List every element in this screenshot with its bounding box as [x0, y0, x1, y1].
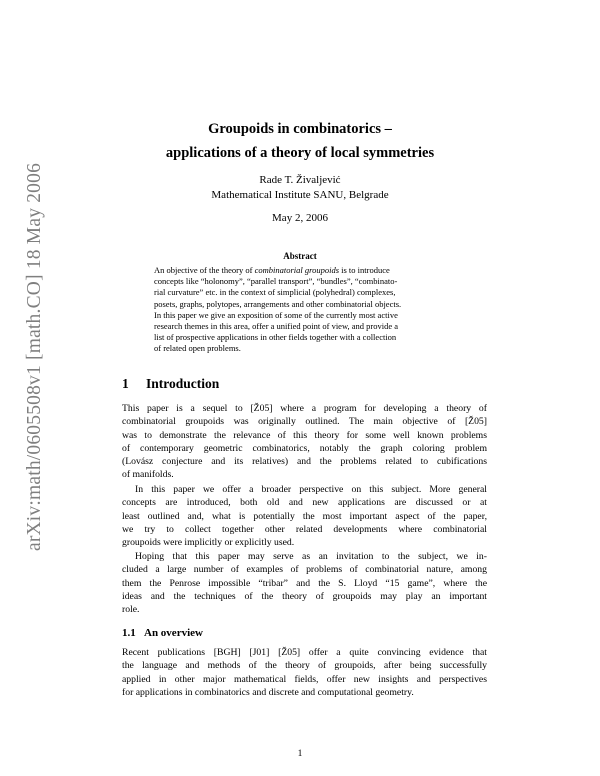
paper-title-line-2: applications of a theory of local symmetries [165, 145, 435, 161]
paragraph-line: combinatorial groupoids was originally outlined. The main objective of [Ž05] [122, 416, 487, 428]
section-heading-introduction [122, 376, 219, 392]
abstract-line: In this paper we give an exposition of some of the currently most active [154, 309, 398, 320]
overview-paragraph [122, 646, 487, 699]
paragraph-line: Hoping that this paper may serve as an invitation to the subject, we in- [135, 551, 487, 562]
section-title: Introduction [146, 376, 220, 391]
abstract-line: of related open problems. [154, 343, 241, 354]
paragraph-line: role. [122, 604, 140, 616]
abstract-line: An objective of the theory of combinatorial groupoids is to introduce [154, 265, 390, 275]
subsection-heading-overview [122, 627, 203, 639]
paper-date: May 2, 2006 [272, 212, 328, 224]
intro-paragraph-3 [122, 550, 487, 616]
intro-paragraph-1 [122, 402, 487, 482]
intro-paragraph-2 [122, 483, 487, 549]
paragraph-line: of manifolds. [122, 469, 174, 481]
abstract-line: concepts like “holonomy”, “parallel transport”, “bundles”, “combinato- [154, 276, 398, 287]
paragraph-line: Recent publications [BGH] [J01] [Ž05] offer a quite convincing evidence that [122, 647, 487, 658]
abstract-line: posets, graphs, polytopes, arrangements and other combinatorial objects. [154, 298, 402, 309]
paragraph-line: the language and methods of the theory of groupoids, after being successfully [122, 660, 487, 672]
paper-title-line-1: Groupoids in combinatorics – [208, 121, 392, 137]
paragraph-line: groupoids were implicitly or explicitly used. [122, 537, 295, 549]
paragraph-line: (Lovász conjecture and its relatives) and the problems related to cubifications [122, 456, 487, 468]
paragraph-line: we try to collect together other related developments where combinatorial [122, 523, 487, 535]
paragraph-line: cluded a large number of examples of problems of combinatorial nature, among [122, 564, 487, 576]
paragraph-line: of contemporary geometric combinatorics, notably the graph coloring problem [122, 442, 487, 454]
paragraph-line: In this paper we offer a broader perspective on this subject. More general [135, 484, 487, 495]
paragraph-line: for applications in combinatorics and discrete and computational geometry. [122, 686, 414, 698]
section-number: 1 [122, 376, 129, 391]
arxiv-identifier: arXiv:math/0605508v1 [math.CO] 18 May 2006 [24, 162, 45, 551]
paragraph-line: them the Penrose impossible “tribar” and the S. Lloyd “15 game”, where the [122, 577, 487, 589]
paragraph-line: least outlined and, what is potentially the most important aspect of the paper, [122, 510, 487, 522]
abstract-line: list of prospective applications in other fields together with a collection [154, 332, 397, 343]
abstract-heading: Abstract [283, 251, 317, 261]
paragraph-line: applied in other major mathematical fields, offer new insights and perspectives [122, 673, 487, 685]
author-affiliation: Mathematical Institute SANU, Belgrade [211, 189, 389, 201]
paragraph-line: ideas and the techniques of the theory of groupoids may play an important [122, 590, 487, 602]
subsection-title: An overview [144, 627, 203, 639]
author-name: Rade T. Živaljević [259, 174, 341, 186]
abstract-line: research themes in this area, offer a unified point of view, and provide a [154, 320, 399, 331]
abstract-line: rial curvature” etc. in the context of simplicial (polyhedral) complexes, [154, 287, 396, 298]
page-number: 1 [297, 749, 303, 759]
paragraph-line: concepts are introduced, both old and new applications are discussed or at [122, 497, 487, 509]
subsection-number: 1.1 [122, 627, 136, 639]
paragraph-line: was to demonstrate the relevance of this theory for some well known problems [122, 429, 487, 441]
paragraph-line: This paper is a sequel to [Ž05] where a program for developing a theory of [122, 403, 487, 414]
abstract-body [154, 265, 458, 355]
